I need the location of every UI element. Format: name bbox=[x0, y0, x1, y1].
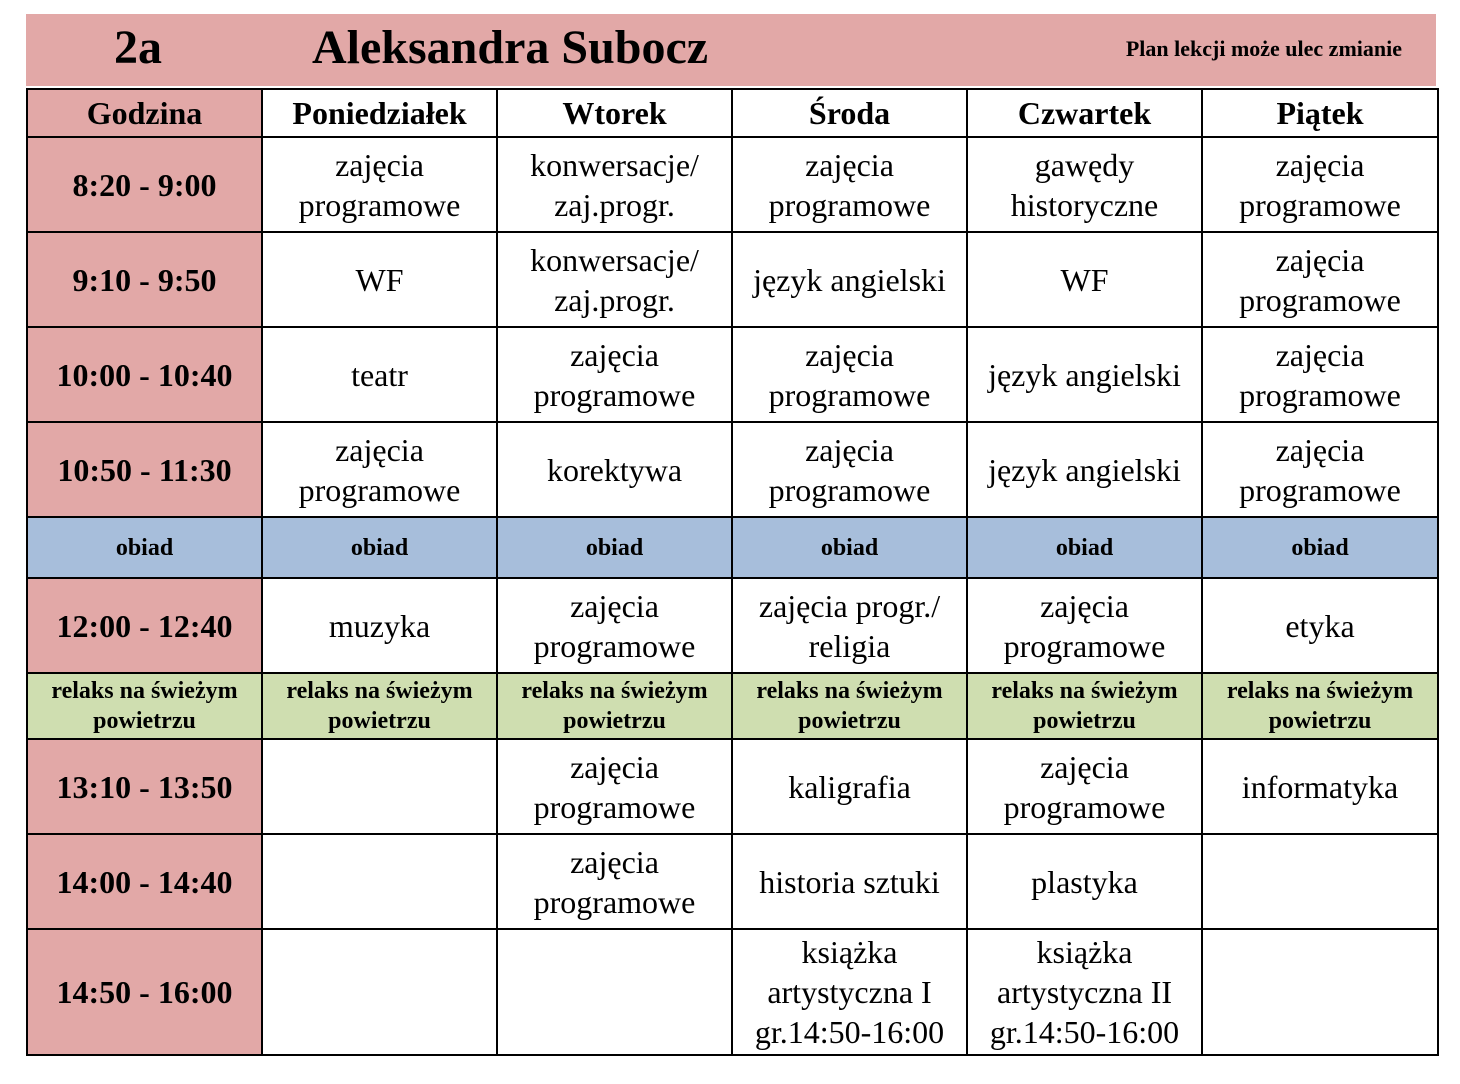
lesson-row bbox=[27, 739, 1438, 834]
lesson-cell: historia sztuki bbox=[732, 834, 967, 929]
relax-cell: relaks na świeżym powietrzu bbox=[262, 673, 497, 739]
lunch-cell: obiad bbox=[497, 517, 732, 578]
relax-cell: relaks na świeżym powietrzu bbox=[27, 673, 262, 739]
day-friday: Piątek bbox=[1202, 89, 1438, 137]
relax-cell: relaks na świeżym powietrzu bbox=[497, 673, 732, 739]
lesson-cell: konwersacje/ zaj.progr. bbox=[497, 137, 732, 232]
lesson-cell: gawędy historyczne bbox=[967, 137, 1202, 232]
lesson-cell: zajęcia programowe bbox=[262, 137, 497, 232]
lesson-cell: zajęcia programowe bbox=[732, 422, 967, 517]
lunch-row bbox=[27, 517, 1438, 578]
lesson-cell: język angielski bbox=[967, 422, 1202, 517]
lesson-cell: zajęcia programowe bbox=[732, 327, 967, 422]
change-notice: Plan lekcji może ulec zmianie bbox=[1125, 36, 1402, 61]
lesson-cell bbox=[262, 929, 497, 1055]
lesson-cell: język angielski bbox=[732, 232, 967, 327]
lesson-cell: zajęcia programowe bbox=[732, 137, 967, 232]
lesson-cell: konwersacje/ zaj.progr. bbox=[497, 232, 732, 327]
day-tuesday: Wtorek bbox=[497, 89, 732, 137]
lesson-cell bbox=[1202, 834, 1438, 929]
lesson-time: 10:50 - 11:30 bbox=[27, 422, 262, 517]
lesson-cell: muzyka bbox=[262, 578, 497, 673]
day-thursday: Czwartek bbox=[967, 89, 1202, 137]
lesson-cell bbox=[1202, 929, 1438, 1055]
hour-column-header: Godzina bbox=[27, 89, 262, 137]
relax-cell: relaks na świeżym powietrzu bbox=[732, 673, 967, 739]
lunch-cell: obiad bbox=[967, 517, 1202, 578]
timetable bbox=[26, 88, 1439, 1056]
lesson-cell: WF bbox=[967, 232, 1202, 327]
lesson-row bbox=[27, 578, 1438, 673]
lesson-cell: plastyka bbox=[967, 834, 1202, 929]
lesson-cell: informatyka bbox=[1202, 739, 1438, 834]
lesson-cell: zajęcia programowe bbox=[1202, 422, 1438, 517]
lesson-cell: zajęcia programowe bbox=[967, 739, 1202, 834]
lesson-cell: teatr bbox=[262, 327, 497, 422]
lesson-time: 14:50 - 16:00 bbox=[27, 929, 262, 1055]
lesson-row bbox=[27, 929, 1438, 1055]
lesson-cell: korektywa bbox=[497, 422, 732, 517]
lesson-cell: zajęcia programowe bbox=[262, 422, 497, 517]
day-wednesday: Środa bbox=[732, 89, 967, 137]
lunch-cell: obiad bbox=[262, 517, 497, 578]
lesson-cell bbox=[497, 929, 732, 1055]
relax-cell: relaks na świeżym powietrzu bbox=[1202, 673, 1438, 739]
relax-cell: relaks na świeżym powietrzu bbox=[967, 673, 1202, 739]
lesson-cell: etyka bbox=[1202, 578, 1438, 673]
lesson-row bbox=[27, 834, 1438, 929]
day-header-row bbox=[27, 89, 1438, 137]
lesson-cell: zajęcia progr./ religia bbox=[732, 578, 967, 673]
lesson-time: 9:10 - 9:50 bbox=[27, 232, 262, 327]
lesson-row bbox=[27, 422, 1438, 517]
timetable-header bbox=[26, 14, 1436, 86]
lesson-cell bbox=[262, 739, 497, 834]
lunch-cell: obiad bbox=[1202, 517, 1438, 578]
class-name: 2a bbox=[114, 21, 162, 74]
lesson-row bbox=[27, 232, 1438, 327]
lesson-cell: zajęcia programowe bbox=[497, 739, 732, 834]
lesson-cell: książka artystyczna I gr.14:50-16:00 bbox=[732, 929, 967, 1055]
lesson-cell: zajęcia programowe bbox=[1202, 327, 1438, 422]
lesson-row bbox=[27, 327, 1438, 422]
lesson-time: 10:00 - 10:40 bbox=[27, 327, 262, 422]
day-monday: Poniedziałek bbox=[262, 89, 497, 137]
lesson-time: 14:00 - 14:40 bbox=[27, 834, 262, 929]
lesson-cell: język angielski bbox=[967, 327, 1202, 422]
lunch-cell: obiad bbox=[27, 517, 262, 578]
lesson-cell: zajęcia programowe bbox=[967, 578, 1202, 673]
lesson-cell: książka artystyczna II gr.14:50-16:00 bbox=[967, 929, 1202, 1055]
relax-row bbox=[27, 673, 1438, 739]
lesson-time: 8:20 - 9:00 bbox=[27, 137, 262, 232]
lesson-time: 13:10 - 13:50 bbox=[27, 739, 262, 834]
lesson-cell bbox=[262, 834, 497, 929]
lesson-time: 12:00 - 12:40 bbox=[27, 578, 262, 673]
lunch-cell: obiad bbox=[732, 517, 967, 578]
lesson-cell: zajęcia programowe bbox=[497, 834, 732, 929]
lesson-cell: zajęcia programowe bbox=[1202, 232, 1438, 327]
teacher-name: Aleksandra Subocz bbox=[312, 21, 709, 74]
lesson-cell: zajęcia programowe bbox=[1202, 137, 1438, 232]
lesson-row bbox=[27, 137, 1438, 232]
lesson-cell: kaligrafia bbox=[732, 739, 967, 834]
lesson-cell: WF bbox=[262, 232, 497, 327]
lesson-cell: zajęcia programowe bbox=[497, 327, 732, 422]
lesson-cell: zajęcia programowe bbox=[497, 578, 732, 673]
